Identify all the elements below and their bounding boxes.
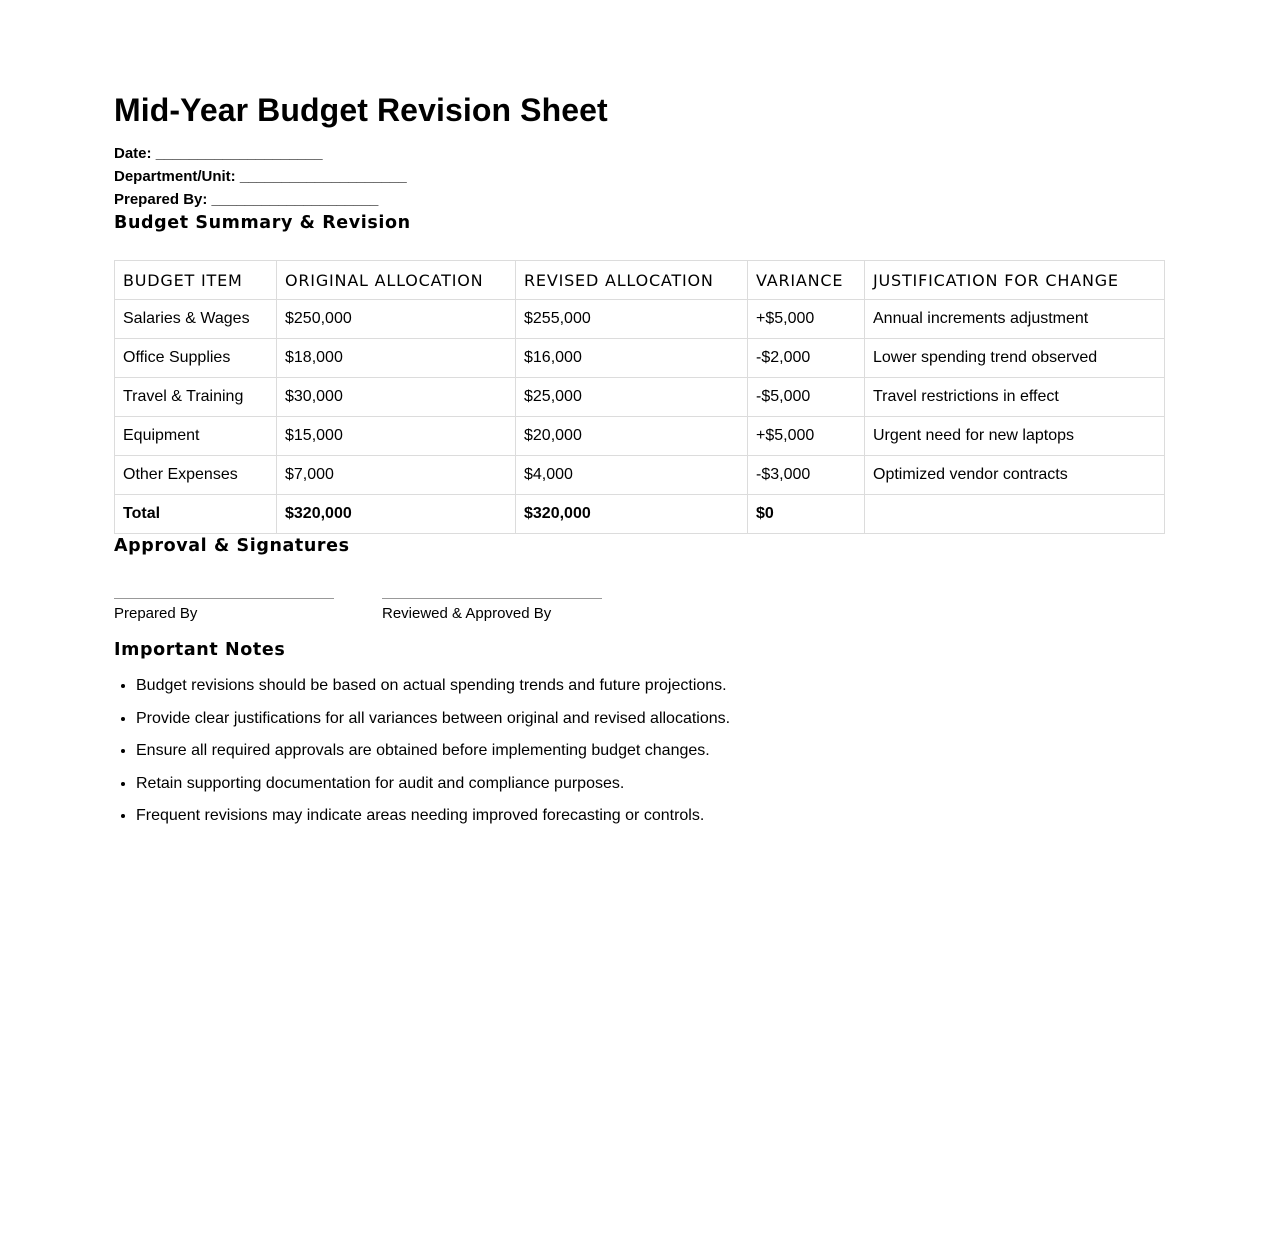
- document-title: Mid-Year Budget Revision Sheet: [114, 92, 608, 128]
- column-header-original-allocation: ORIGINAL ALLOCATION: [277, 261, 516, 300]
- prepared-by-label: Prepared By:: [114, 191, 208, 208]
- signature-block: [114, 598, 1164, 638]
- list-item: • Frequent revisions may indicate areas needing improved forecasting or controls.: [136, 806, 1164, 826]
- cell-revised-allocation: $255,000: [516, 300, 748, 339]
- cell-original-allocation: $15,000: [277, 417, 516, 456]
- cell-variance: -$2,000: [748, 339, 865, 378]
- cell-justification: Annual increments adjustment: [865, 300, 1165, 339]
- total-revised-allocation: $320,000: [516, 495, 748, 534]
- date-label: Date:: [114, 145, 152, 162]
- cell-revised-allocation: $16,000: [516, 339, 748, 378]
- column-header-justification: JUSTIFICATION FOR CHANGE: [865, 261, 1165, 300]
- table-row: [115, 417, 1165, 456]
- total-label: Total: [115, 495, 277, 534]
- cell-justification: Urgent need for new laptops: [865, 417, 1165, 456]
- cell-original-allocation: $18,000: [277, 339, 516, 378]
- table-header-row: [115, 261, 1165, 300]
- cell-original-allocation: $250,000: [277, 300, 516, 339]
- signature-prepared-by: [114, 598, 334, 623]
- cell-original-allocation: $30,000: [277, 378, 516, 417]
- table-row: [115, 300, 1165, 339]
- list-item: • Ensure all required approvals are obtained before implementing budget changes.: [136, 741, 1164, 761]
- signature-reviewed-approved-by: [382, 598, 602, 623]
- table-total-row: [115, 495, 1165, 534]
- budget-table: [114, 260, 1165, 534]
- notes-section-heading: Important Notes: [114, 640, 286, 660]
- signature-line: [114, 598, 334, 599]
- prepared-by-field: [114, 188, 1164, 211]
- notes-list: [114, 676, 1164, 826]
- cell-variance: -$5,000: [748, 378, 865, 417]
- column-header-revised-allocation: REVISED ALLOCATION: [516, 261, 748, 300]
- department-field: [114, 165, 1164, 188]
- header-fields: [114, 142, 1164, 211]
- table-row: [115, 456, 1165, 495]
- cell-justification: Travel restrictions in effect: [865, 378, 1165, 417]
- cell-revised-allocation: $25,000: [516, 378, 748, 417]
- cell-budget-item: Salaries & Wages: [115, 300, 277, 339]
- total-justification: [865, 495, 1165, 534]
- department-blank: ____________________: [239, 168, 407, 185]
- table-row: [115, 339, 1165, 378]
- signature-label: Prepared By: [114, 605, 198, 622]
- column-header-variance: VARIANCE: [748, 261, 865, 300]
- cell-variance: +$5,000: [748, 300, 865, 339]
- cell-justification: Optimized vendor contracts: [865, 456, 1165, 495]
- signature-label: Reviewed & Approved By: [382, 605, 552, 622]
- cell-original-allocation: $7,000: [277, 456, 516, 495]
- total-original-allocation: $320,000: [277, 495, 516, 534]
- cell-variance: +$5,000: [748, 417, 865, 456]
- cell-budget-item: Other Expenses: [115, 456, 277, 495]
- budget-section-heading: Budget Summary & Revision: [114, 213, 411, 233]
- cell-revised-allocation: $4,000: [516, 456, 748, 495]
- approval-section-heading: Approval & Signatures: [114, 536, 350, 556]
- cell-budget-item: Office Supplies: [115, 339, 277, 378]
- prepared-by-blank: ____________________: [211, 191, 379, 208]
- list-item: • Retain supporting documentation for audit and compliance purposes.: [136, 774, 1164, 794]
- cell-budget-item: Equipment: [115, 417, 277, 456]
- cell-revised-allocation: $20,000: [516, 417, 748, 456]
- column-header-budget-item: BUDGET ITEM: [115, 261, 277, 300]
- signature-line: [382, 598, 602, 599]
- cell-budget-item: Travel & Training: [115, 378, 277, 417]
- table-row: [115, 378, 1165, 417]
- date-blank: ____________________: [155, 145, 323, 162]
- document-content: [114, 86, 1164, 839]
- cell-justification: Lower spending trend observed: [865, 339, 1165, 378]
- list-item: • Budget revisions should be based on actual spending trends and future projections.: [136, 676, 1164, 696]
- list-item: • Provide clear justifications for all variances between original and revised allocations.: [136, 709, 1164, 729]
- cell-variance: -$3,000: [748, 456, 865, 495]
- department-label: Department/Unit:: [114, 168, 236, 185]
- date-field: [114, 142, 1164, 165]
- total-variance: $0: [748, 495, 865, 534]
